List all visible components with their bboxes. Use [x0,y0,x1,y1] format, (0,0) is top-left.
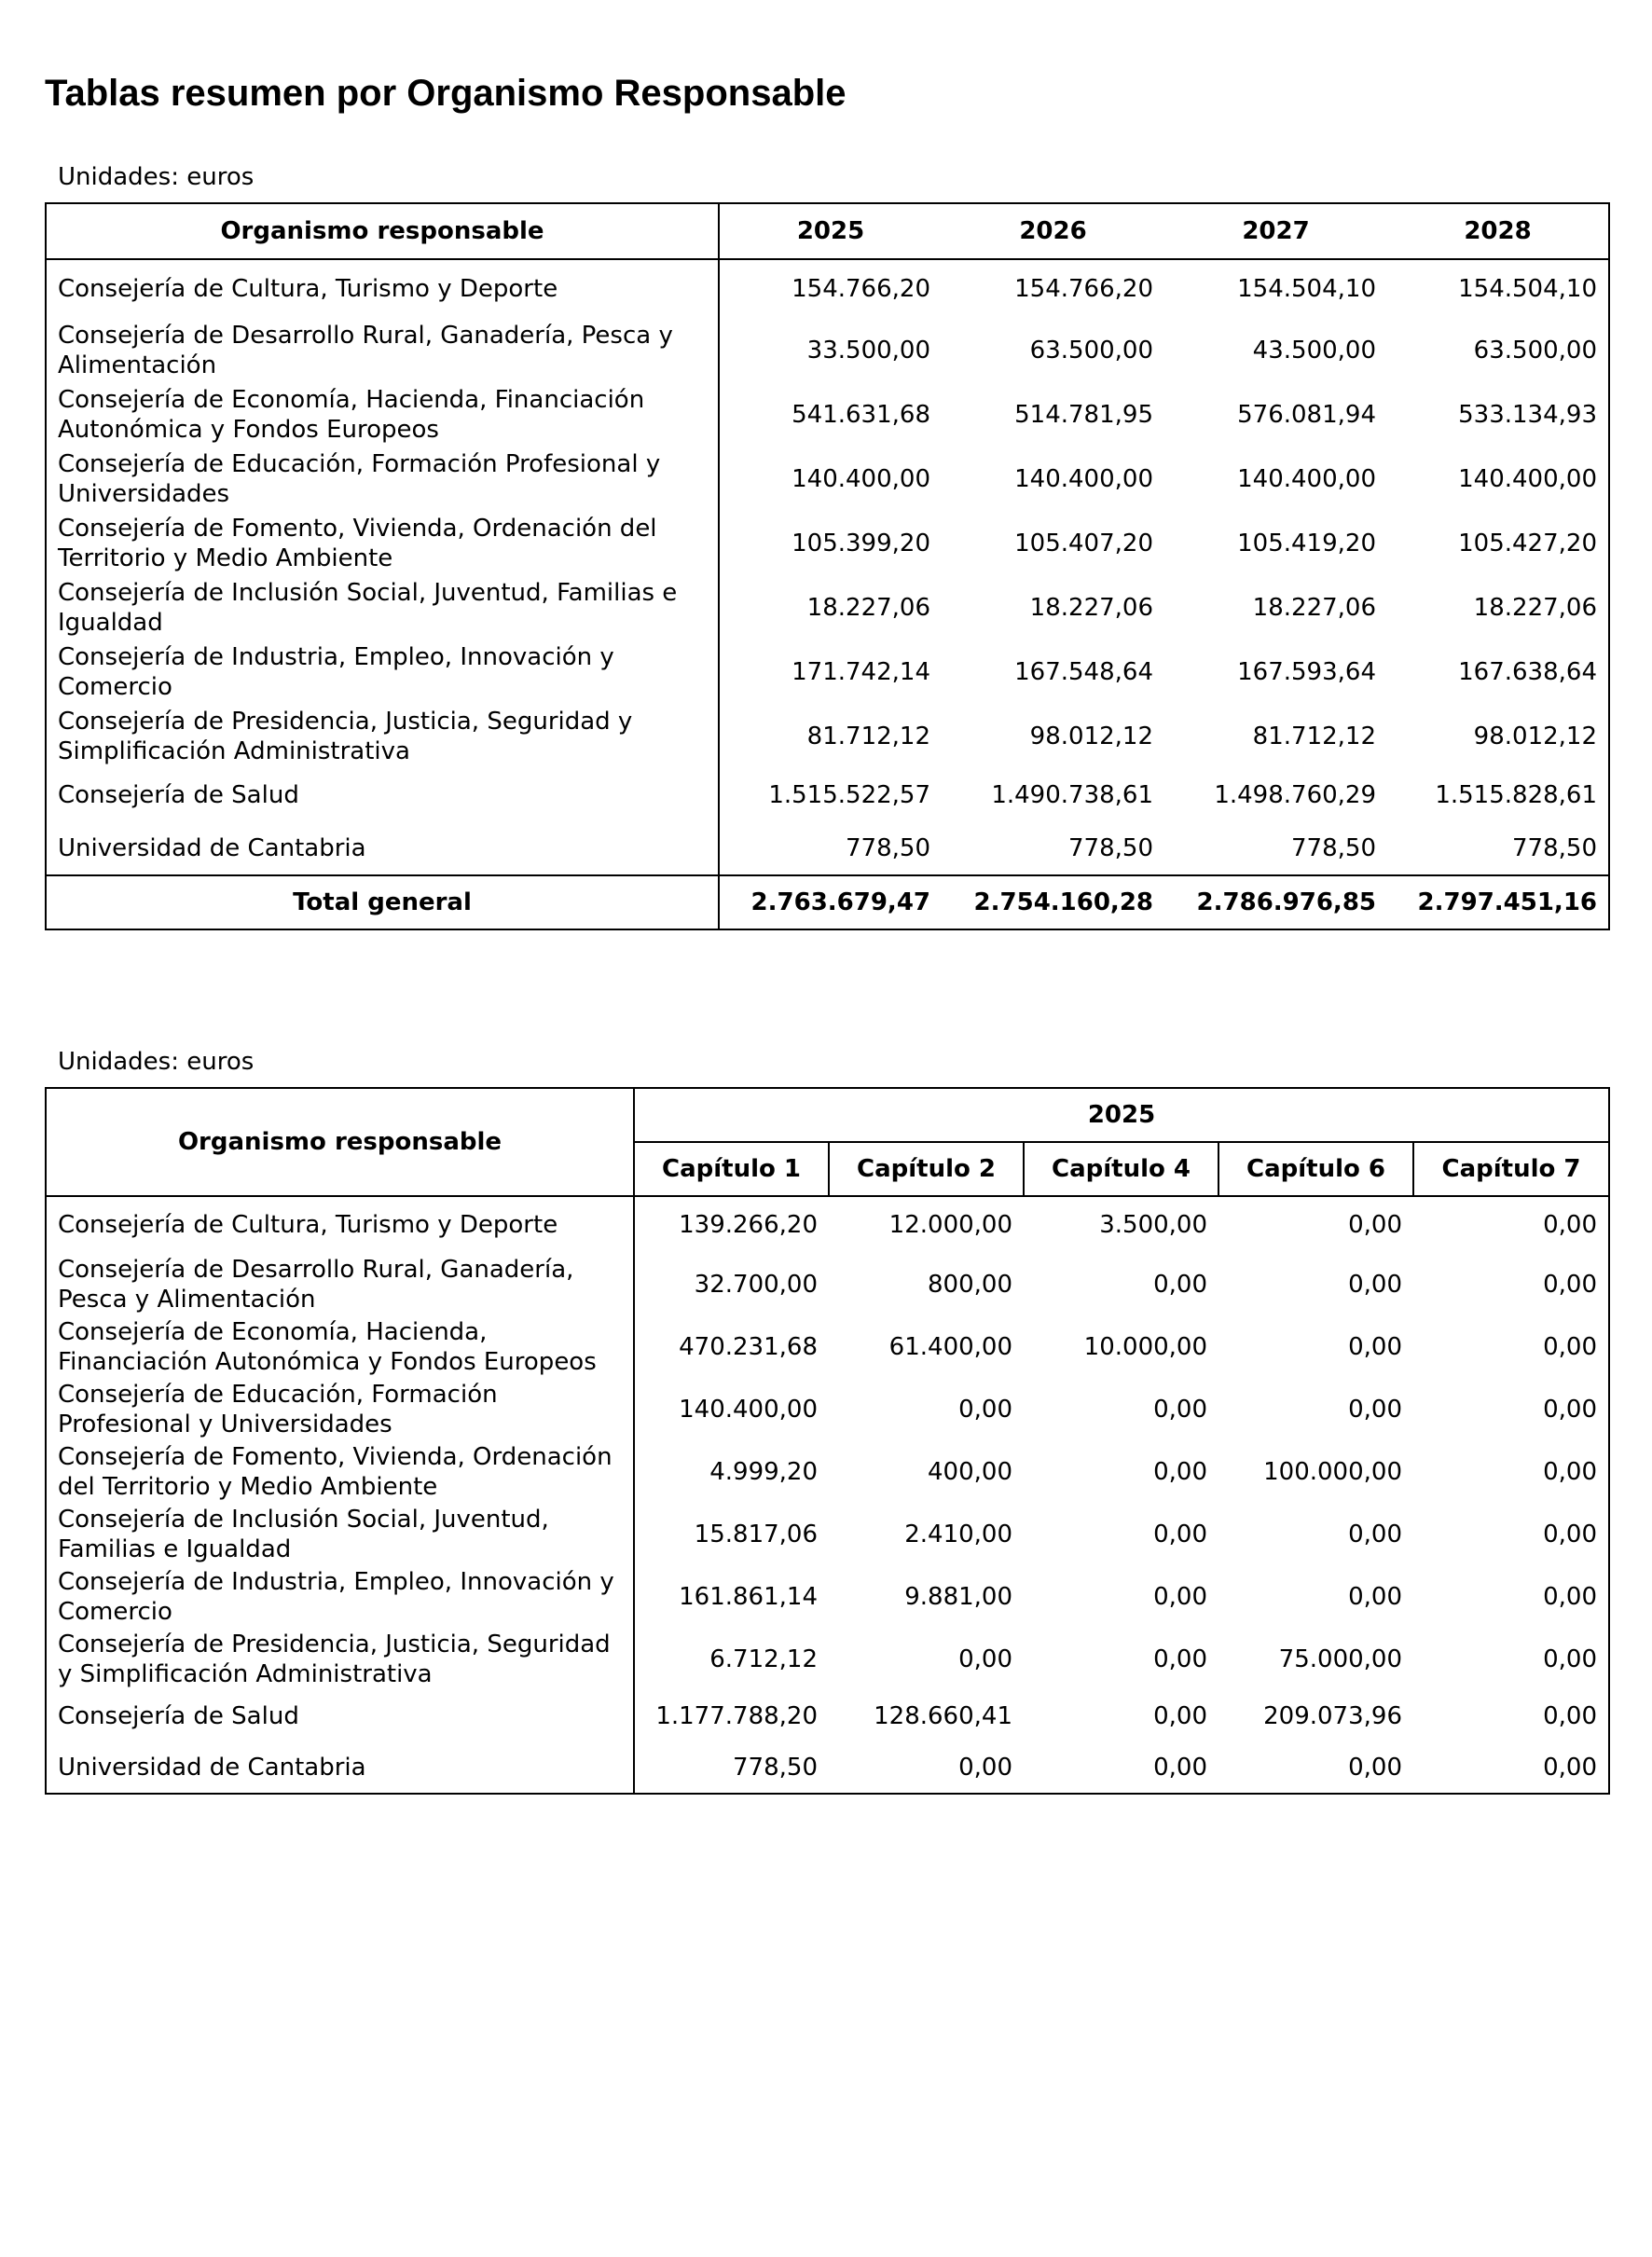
amount-cell: 0,00 [1543,1520,1598,1548]
total-amount-cell: 2.763.679,47 [719,875,942,929]
table-row [46,1741,1609,1794]
amount-cell: 3.500,00 [1099,1211,1207,1239]
column-header-year: 2025 [719,203,942,259]
column-header-organism: Organismo responsable [46,203,719,259]
column-header-year: 2025 [634,1088,1609,1142]
organism-name: Consejería de Fomento, Vivienda, Ordenación del Territorio y Medio Ambiente [46,511,719,575]
organism-name: Consejería de Economía, Hacienda, Financiación Autonómica y Fondos Europeos [46,1315,634,1378]
amount-cell: 10.000,00 [1083,1332,1207,1361]
organism-name: Consejería de Industria, Empleo, Innovación y Comercio [46,1565,634,1628]
amount-cell: 105.399,20 [792,529,930,557]
amount-cell: 0,00 [1153,1395,1207,1424]
amount-cell: 0,00 [1348,1582,1402,1611]
amount-cell: 171.742,14 [792,657,930,686]
organism-name: Consejería de Inclusión Social, Juventud, Familias e Igualdad [46,1503,634,1565]
table-row [46,768,1609,821]
table-row [46,1503,1609,1565]
amount-cell: 470.231,68 [679,1332,818,1361]
amount-cell: 98.012,12 [1029,722,1153,750]
amount-cell: 154.766,20 [1014,275,1153,303]
amount-cell: 0,00 [1348,1270,1402,1299]
amount-cell: 154.504,10 [1458,275,1597,303]
amount-cell: 778,50 [1291,833,1376,862]
amount-cell: 105.419,20 [1237,529,1376,557]
table-row [46,575,1609,640]
organism-name: Consejería de Salud [46,768,719,821]
amount-cell: 1.498.760,29 [1214,780,1376,809]
organism-name: Consejería de Educación, Formación Profesional y Universidades [46,447,719,511]
amount-cell: 0,00 [1153,1520,1207,1548]
amount-cell: 1.515.522,57 [768,780,930,809]
amount-cell: 63.500,00 [1473,336,1597,365]
table-row [46,1378,1609,1440]
amount-cell: 43.500,00 [1252,336,1376,365]
column-header-year: 2026 [942,203,1164,259]
amount-cell: 81.712,12 [806,722,930,750]
amount-cell: 140.400,00 [679,1395,818,1424]
organism-name: Consejería de Presidencia, Justicia, Seguridad y Simplificación Administrativa [46,1628,634,1690]
amount-cell: 63.500,00 [1029,336,1153,365]
table-row [46,704,1609,768]
amount-cell: 100.000,00 [1263,1457,1402,1486]
amount-cell: 33.500,00 [806,336,930,365]
column-header-chapter: Capítulo 6 [1218,1142,1413,1196]
column-header-organism: Organismo responsable [46,1088,634,1196]
amount-cell: 0,00 [1348,1753,1402,1782]
amount-cell: 541.631,68 [792,400,930,429]
amount-cell: 400,00 [928,1457,1012,1486]
amount-cell: 0,00 [1348,1395,1402,1424]
amount-cell: 0,00 [1543,1457,1598,1486]
total-amount-cell: 2.754.160,28 [942,875,1164,929]
amount-cell: 98.012,12 [1473,722,1597,750]
organism-name: Consejería de Inclusión Social, Juventud, Familias e Igualdad [46,575,719,640]
amount-cell: 140.400,00 [1014,464,1153,493]
organism-name: Consejería de Educación, Formación Profesional y Universidades [46,1378,634,1440]
total-label: Total general [46,875,719,929]
table-row [46,382,1609,447]
amount-cell: 2.410,00 [904,1520,1012,1548]
column-header-chapter: Capítulo 7 [1413,1142,1609,1196]
amount-cell: 32.700,00 [694,1270,818,1299]
amount-cell: 140.400,00 [1458,464,1597,493]
organism-name: Consejería de Cultura, Turismo y Deporte [46,259,719,318]
amount-cell: 15.817,06 [694,1520,818,1548]
amount-cell: 6.712,12 [709,1645,818,1673]
amount-cell: 0,00 [1153,1270,1207,1299]
amount-cell: 0,00 [1543,1582,1598,1611]
amount-cell: 12.000,00 [888,1211,1012,1239]
amount-cell: 128.660,41 [874,1701,1012,1730]
table-row [46,1315,1609,1378]
amount-cell: 161.861,14 [679,1582,818,1611]
units-label: Unidades: euros [58,1048,255,1076]
column-header-chapter: Capítulo 1 [634,1142,829,1196]
amount-cell: 1.490.738,61 [991,780,1153,809]
organism-name: Consejería de Economía, Hacienda, Financiación Autonómica y Fondos Europeos [46,382,719,447]
amount-cell: 533.134,93 [1458,400,1597,429]
table-row [46,1253,1609,1315]
amount-cell: 140.400,00 [792,464,930,493]
table-row [46,821,1609,875]
summary-by-chapter-table [45,1087,1610,1795]
amount-cell: 167.593,64 [1237,657,1376,686]
amount-cell: 140.400,00 [1237,464,1376,493]
amount-cell: 0,00 [1543,1701,1598,1730]
amount-cell: 0,00 [1153,1645,1207,1673]
table-row [46,1690,1609,1741]
amount-cell: 18.227,06 [806,593,930,622]
amount-cell: 81.712,12 [1252,722,1376,750]
amount-cell: 0,00 [1348,1211,1402,1239]
amount-cell: 0,00 [1153,1753,1207,1782]
column-header-year: 2027 [1164,203,1387,259]
amount-cell: 0,00 [1153,1582,1207,1611]
table-row [46,447,1609,511]
column-header-year: 2028 [1387,203,1609,259]
table-row [46,1196,1609,1253]
table-row [46,511,1609,575]
summary-by-year-table [45,202,1610,930]
table-row [46,1565,1609,1628]
amount-cell: 18.227,06 [1473,593,1597,622]
amount-cell: 778,50 [846,833,930,862]
amount-cell: 0,00 [1543,1270,1598,1299]
amount-cell: 0,00 [1543,1753,1598,1782]
amount-cell: 154.504,10 [1237,275,1376,303]
table-row [46,1440,1609,1503]
organism-name: Consejería de Desarrollo Rural, Ganadería, Pesca y Alimentación [46,1253,634,1315]
table-row [46,640,1609,704]
organism-name: Consejería de Industria, Empleo, Innovación y Comercio [46,640,719,704]
amount-cell: 4.999,20 [709,1457,818,1486]
table-header-row [46,1088,1609,1142]
amount-cell: 800,00 [928,1270,1012,1299]
amount-cell: 0,00 [1153,1457,1207,1486]
organism-name: Consejería de Desarrollo Rural, Ganadería, Pesca y Alimentación [46,318,719,382]
amount-cell: 1.177.788,20 [655,1701,818,1730]
amount-cell: 576.081,94 [1237,400,1376,429]
amount-cell: 514.781,95 [1014,400,1153,429]
amount-cell: 0,00 [1543,1395,1598,1424]
amount-cell: 0,00 [1543,1332,1598,1361]
total-amount-cell: 2.797.451,16 [1387,875,1609,929]
amount-cell: 0,00 [1348,1332,1402,1361]
organism-name: Consejería de Presidencia, Justicia, Seguridad y Simplificación Administrativa [46,704,719,768]
amount-cell: 75.000,00 [1278,1645,1402,1673]
amount-cell: 105.407,20 [1014,529,1153,557]
amount-cell: 1.515.828,61 [1435,780,1597,809]
organism-name: Consejería de Salud [46,1690,634,1741]
amount-cell: 0,00 [1543,1645,1598,1673]
page-title: Tablas resumen por Organismo Responsable [45,73,847,114]
amount-cell: 18.227,06 [1252,593,1376,622]
amount-cell: 778,50 [1512,833,1597,862]
amount-cell: 154.766,20 [792,275,930,303]
amount-cell: 778,50 [733,1753,818,1782]
amount-cell: 9.881,00 [904,1582,1012,1611]
table-header-row [46,203,1609,259]
units-label: Unidades: euros [58,163,255,191]
total-amount-cell: 2.786.976,85 [1164,875,1387,929]
amount-cell: 167.548,64 [1014,657,1153,686]
organism-name: Consejería de Fomento, Vivienda, Ordenación del Territorio y Medio Ambiente [46,1440,634,1503]
organism-name: Consejería de Cultura, Turismo y Deporte [46,1196,634,1253]
amount-cell: 61.400,00 [888,1332,1012,1361]
amount-cell: 209.073,96 [1263,1701,1402,1730]
amount-cell: 0,00 [958,1753,1012,1782]
table-row [46,259,1609,318]
amount-cell: 778,50 [1068,833,1153,862]
table-row [46,1628,1609,1690]
total-row [46,875,1609,929]
amount-cell: 139.266,20 [679,1211,818,1239]
amount-cell: 0,00 [1543,1211,1598,1239]
amount-cell: 167.638,64 [1458,657,1597,686]
amount-cell: 105.427,20 [1458,529,1597,557]
column-header-chapter: Capítulo 4 [1024,1142,1218,1196]
column-header-chapter: Capítulo 2 [829,1142,1024,1196]
amount-cell: 0,00 [1153,1701,1207,1730]
organism-name: Universidad de Cantabria [46,821,719,875]
organism-name: Universidad de Cantabria [46,1741,634,1794]
amount-cell: 0,00 [1348,1520,1402,1548]
amount-cell: 18.227,06 [1029,593,1153,622]
amount-cell: 0,00 [958,1645,1012,1673]
amount-cell: 0,00 [958,1395,1012,1424]
table-row [46,318,1609,382]
